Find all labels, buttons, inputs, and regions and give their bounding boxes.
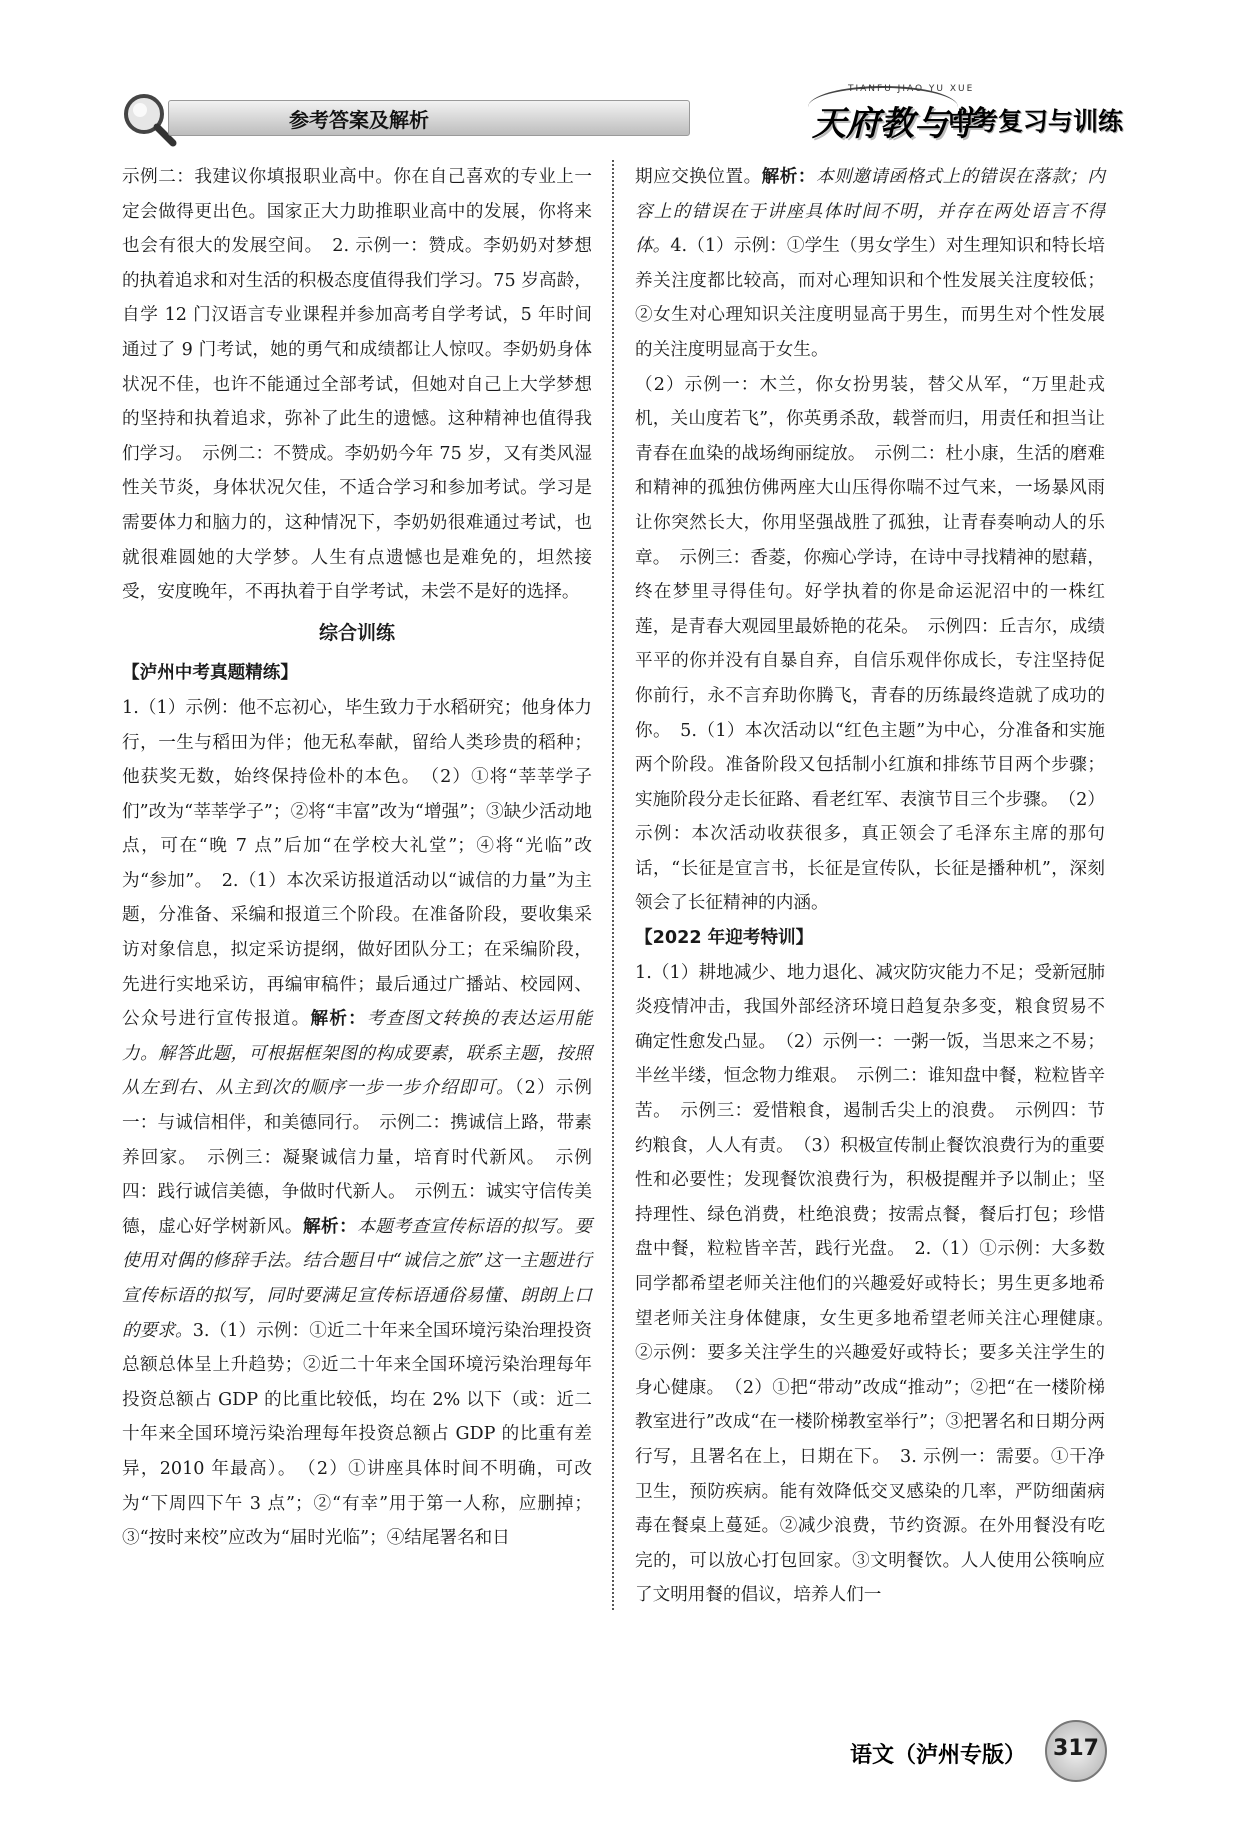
analysis-label: 解析： xyxy=(302,1215,358,1237)
brand-subtitle: TIANFU JIAO YU XUE xyxy=(848,84,975,94)
answer-paragraph: （2）示例一：木兰，你女扮男装，替父从军，“万里赴戎机，关山度若飞”，你英勇杀敌，载誉而归，用责任和担当让青春在血染的战场绚丽绽放。 示例二：杜小康，生活的磨难和精神的孤独仿佛两座大山压得你喘不过气来，一场暴风雨让你突然长大，你用坚强战胜了孤独，让青春奏响动人的乐章。 示例三：香菱，你痴心学诗，在诗中寻找精神的慰藉，终在梦里寻得佳句。好学执着的你是命运泥沼中的一株红莲，是青春大观园里最娇艳的花朵。 示例四：丘吉尔，成绩平平的你并没有自暴自弃，自信乐观伴你成长，专注坚持促你前行，永不言弃助你腾飞，青春的历练最终造就了成功的你。 5.（1）本次活动以“红色主题”为中心，分准备和实施两个阶段。准备阶段又包括制小红旗和排练节目两个步骤；实施阶段分走长征路、看老红军、表演节目三个步骤。 （2）示例：本次活动收获很多，真正领会了毛泽东主席的那句话，“长征是宣言书，长征是宣传队，长征是播种机”，深刻领会了长征精神的内涵。 xyxy=(635,374,1105,914)
brand-logo xyxy=(808,82,1148,146)
left-column xyxy=(122,160,592,1556)
section-tag: 【2022 年迎考特训】 xyxy=(635,928,814,949)
answer-text: 4.（1）示例：①学生（男女学生）对生理知识和特长培养关注度都比较高，而对心理知识和个性发展关注度较低；②女生对心理知识关注度明显高于男生，而男生对个性发展的关注度明显高于女生。 xyxy=(635,236,1105,360)
answer-text: 1.（1）示例：他不忘初心，毕生致力于水稻研究；他身体力行，一生与稻田为伴；他无私奉献，留给人类珍贵的稻种；他获奖无数，始终保持俭朴的本色。 （2）①将“莘莘学子们”改为“莘莘学子”；②将“丰富”改为“增强”；③缺少活动地点，可在“晚 7 点”后加“在学校大礼堂”；④将“光临”改为“参加”。 2.（1）本次采访报道活动以“诚信的力量”为主题，分准备、采编和报道三个阶段。在准备阶段，要收集采访对象信息，拟定采访提纲，做好团队分工；在采编阶段，先进行实地采访，再编审稿件；最后通过广播站、校园网、公众号进行宣传报道。 xyxy=(122,697,592,1030)
answer-paragraph xyxy=(635,160,1105,368)
right-column xyxy=(635,160,1123,1613)
answer-text: 3.（1）示例：①近二十年来全国环境污染治理投资总额总体呈上升趋势；②近二十年来全国环境污染治理每年投资总额占 GDP 的比重比较低，均在 2% 以下（或：近二十年来全国环境污染治理每年投资总额占 GDP 的比重有差异，2010 年最高）。 （2）①讲座具体时间不明确，可改为“下周四下午 3 点”；②“有幸”用于第一人称，应删掉；③“按时来校”应改为“届时光临”；④结尾署名和日 xyxy=(122,1320,592,1549)
answer-paragraph: 1.（1）耕地减少、地力退化、减灾防灾能力不足；受新冠肺炎疫情冲击，我国外部经济环境日趋复杂多变，粮食贸易不确定性愈发凸显。 （2）示例一：一粥一饭，当思来之不易；半丝半缕，恒念物力维艰。 示例二：谁知盘中餐，粒粒皆辛苦。 示例三：爱惜粮食，遏制舌尖上的浪费。 示例四：节约粮食，人人有责。 （3）积极宣传制止餐饮浪费行为的重要性和必要性；发现餐饮浪费行为，积极提醒并予以制止；坚持理性、绿色消费，杜绝浪费；按需点餐，餐后打包；珍惜盘中餐，粒粒皆辛苦，践行光盘。 2.（1）①示例：大多数同学都希望老师关注他们的兴趣爱好或特长；男生更多地希望老师关注身体健康，女生更多地希望老师关注心理健康。 ②示例：要多关注学生的兴趣爱好或特长；要多关注学生的身心健康。 （2）①把“带动”改成“推动”；②把“在一楼阶梯教室进行”改成“在一楼阶梯教室举行”；③把署名和日期分两行写，且署名在上，日期在下。 3. 示例一：需要。①干净卫生，预防疾病。能有效降低交叉感染的几率，严防细菌病毒在餐桌上蔓延。②减少浪费，节约资源。在外用餐没有吃完的，可以放心打包回家。③文明餐饮。人人使用公筷响应了文明用餐的倡议，培养人们一 xyxy=(635,962,1123,1606)
answer-text: （2）示例一：与诚信相伴，和美德同行。 示例二：携诚信上路，带素养回家。 示例三：凝聚诚信力量，培育时代新风。 示例四：践行诚信美德，争做时代新人。 示例五：诚实守信传美德，虚心好学树新风。 xyxy=(122,1078,592,1237)
brand-name: 天府教与学 xyxy=(812,104,982,144)
answer-paragraph xyxy=(122,691,592,1556)
analysis-text: 本则邀请函格式上的错误在落款；内容上的错误在于讲座具体时间不明，并存在两处语言不得体。 xyxy=(635,167,1105,257)
header-bar xyxy=(168,100,690,136)
analysis-label: 解析： xyxy=(310,1008,368,1030)
analysis-text: 考查图文转换的表达运用能力。解答此题，可根据框架图的构成要素，联系主题，按照从左到右、从主到次的顺序一步一步介绍即可。 xyxy=(122,1009,592,1099)
answer-text: 期应交换位置。 xyxy=(635,167,762,187)
section-title: 综合训练 xyxy=(318,621,395,644)
series-title: 中考复习与训练 xyxy=(948,107,1124,136)
header-title: 参考答案及解析 xyxy=(289,108,429,132)
page-footer xyxy=(780,1720,1120,1780)
subject-label: 语文（泸州专版） xyxy=(850,1743,1027,1768)
page-number: 317 xyxy=(1045,1720,1107,1782)
column-divider xyxy=(612,160,616,1610)
analysis-text: 本题考查宣传标语的拟写。要使用对偶的修辞手法。结合题目中“诚信之旅”这一主题进行宣传标语的拟写，同时要满足宣传标语通俗易懂、朗朗上口的要求。 xyxy=(122,1216,592,1341)
answer-paragraph: 示例二：我建议你填报职业高中。你在自己喜欢的专业上一定会做得更出色。国家正大力助推职业高中的发展，你将来也会有很大的发展空间。 2. 示例一：赞成。李奶奶对梦想的执着追求和对生活的积极态度值得我们学习。75 岁高龄，自学 12 门汉语言专业课程并参加高考自学考试，5 年时间通过了 9 门考试，她的勇气和成绩都让人惊叹。李奶奶身体状况不佳，也许不能通过全部考试，但她对自己上大学梦想的坚持和执着追求，弥补了此生的遗憾。这种精神也值得我们学习。 示例二：不赞成。李奶奶今年 75 岁，又有类风湿性关节炎，身体状况欠佳，不适合学习和参加考试。学习是需要体力和脑力的，这种情况下，李奶奶很难通过考试，也就很难圆她的大学梦。人生有点遗憾也是难免的，坦然接受，安度晚年，不再执着于自学考试，未尝不是好的选择。 xyxy=(122,167,592,603)
analysis-label: 解析： xyxy=(761,166,816,187)
section-tag: 【泸州中考真题精练】 xyxy=(122,663,298,684)
page-header xyxy=(108,82,1138,152)
